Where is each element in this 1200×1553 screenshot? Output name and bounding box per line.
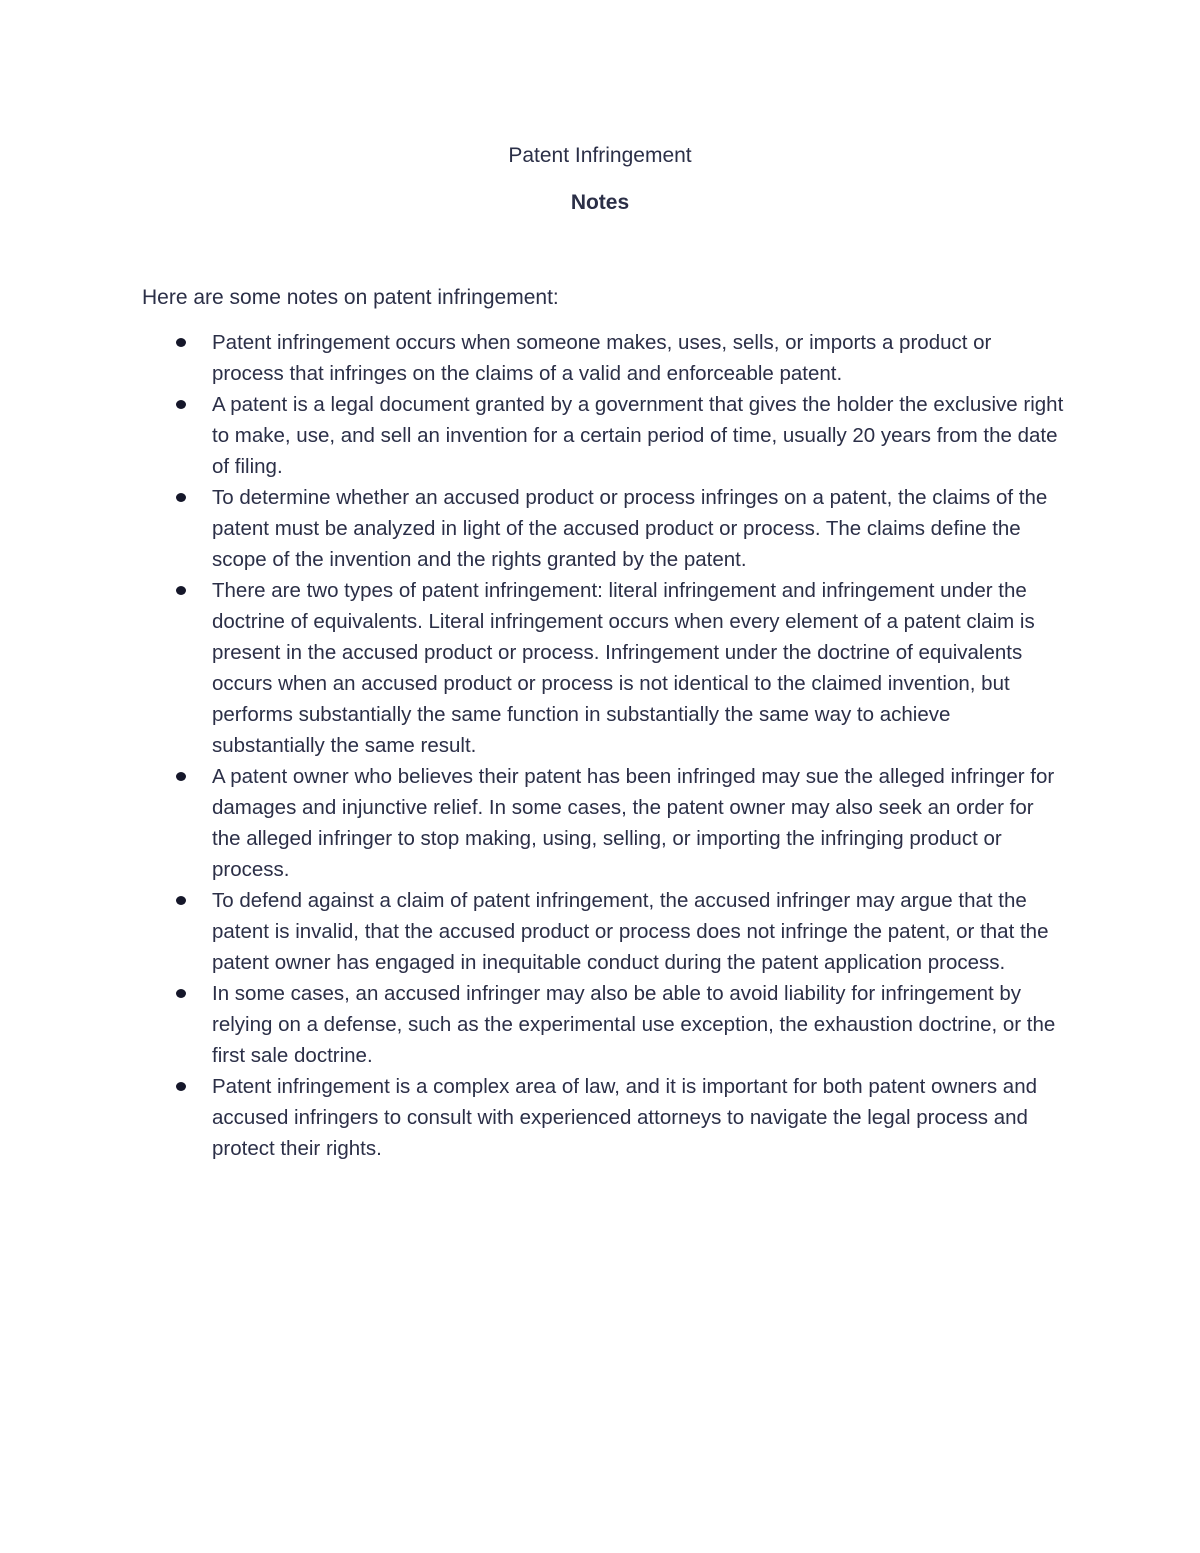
bullet-icon	[176, 493, 186, 502]
list-item	[142, 1071, 1067, 1164]
bullet-icon	[176, 400, 186, 409]
list-item-text: To defend against a claim of patent infringement, the accused infringer may argue that the patent is invalid, that the accused product or process does not infringe the patent, or that the patent owner has engaged in inequitable conduct during the patent application process.	[212, 889, 1049, 974]
bullet-icon	[176, 586, 186, 595]
list-item-text: Patent infringement is a complex area of law, and it is important for both patent owners and accused infringers to consult with experienced attorneys to navigate the legal process and protect their rights.	[212, 1075, 1038, 1160]
document-title: Patent Infringement	[508, 144, 692, 167]
list-item	[142, 327, 1067, 389]
bullet-icon	[176, 338, 186, 347]
list-item	[142, 978, 1067, 1071]
list-item-text: A patent owner who believes their patent has been infringed may sue the alleged infringer for damages and injunctive relief. In some cases, the patent owner may also seek an order for the alleged infringer to stop making, using, selling, or importing the infringing product or process.	[212, 765, 1055, 881]
list-item-text: There are two types of patent infringement: literal infringement and infringement under the doctrine of equivalents. Literal infringement occurs when every element of a patent claim is present in the accused product or process. Infringement under the doctrine of equivalents occurs when an accused product or process is not identical to the claimed invention, but performs substantially the same function in substantially the same way to achieve substantially the same result.	[212, 579, 1035, 757]
bullet-icon	[176, 1082, 186, 1091]
bullet-icon	[176, 896, 186, 905]
document-subtitle: Notes	[570, 191, 630, 214]
intro-paragraph: Here are some notes on patent infringement:	[142, 286, 559, 309]
list-item	[142, 389, 1067, 482]
list-item-text: In some cases, an accused infringer may also be able to avoid liability for infringement by relying on a defense, such as the experimental use exception, the exhaustion doctrine, or the first sale doctrine.	[212, 982, 1056, 1067]
bullet-icon	[176, 772, 186, 781]
list-item	[142, 885, 1067, 978]
bullet-icon	[176, 989, 186, 998]
list-item	[142, 761, 1067, 885]
list-item	[142, 575, 1067, 761]
list-item-text: A patent is a legal document granted by a government that gives the holder the exclusive right to make, use, and sell an invention for a certain period of time, usually 20 years from the date of filing.	[212, 393, 1064, 478]
list-item-text: To determine whether an accused product or process infringes on a patent, the claims of the patent must be analyzed in light of the accused product or process. The claims define the scope of the invention and the rights granted by the patent.	[212, 486, 1048, 571]
list-item	[142, 482, 1067, 575]
notes-list	[142, 327, 1067, 1164]
list-item-text: Patent infringement occurs when someone makes, uses, sells, or imports a product or process that infringes on the claims of a valid and enforceable patent.	[212, 331, 992, 385]
